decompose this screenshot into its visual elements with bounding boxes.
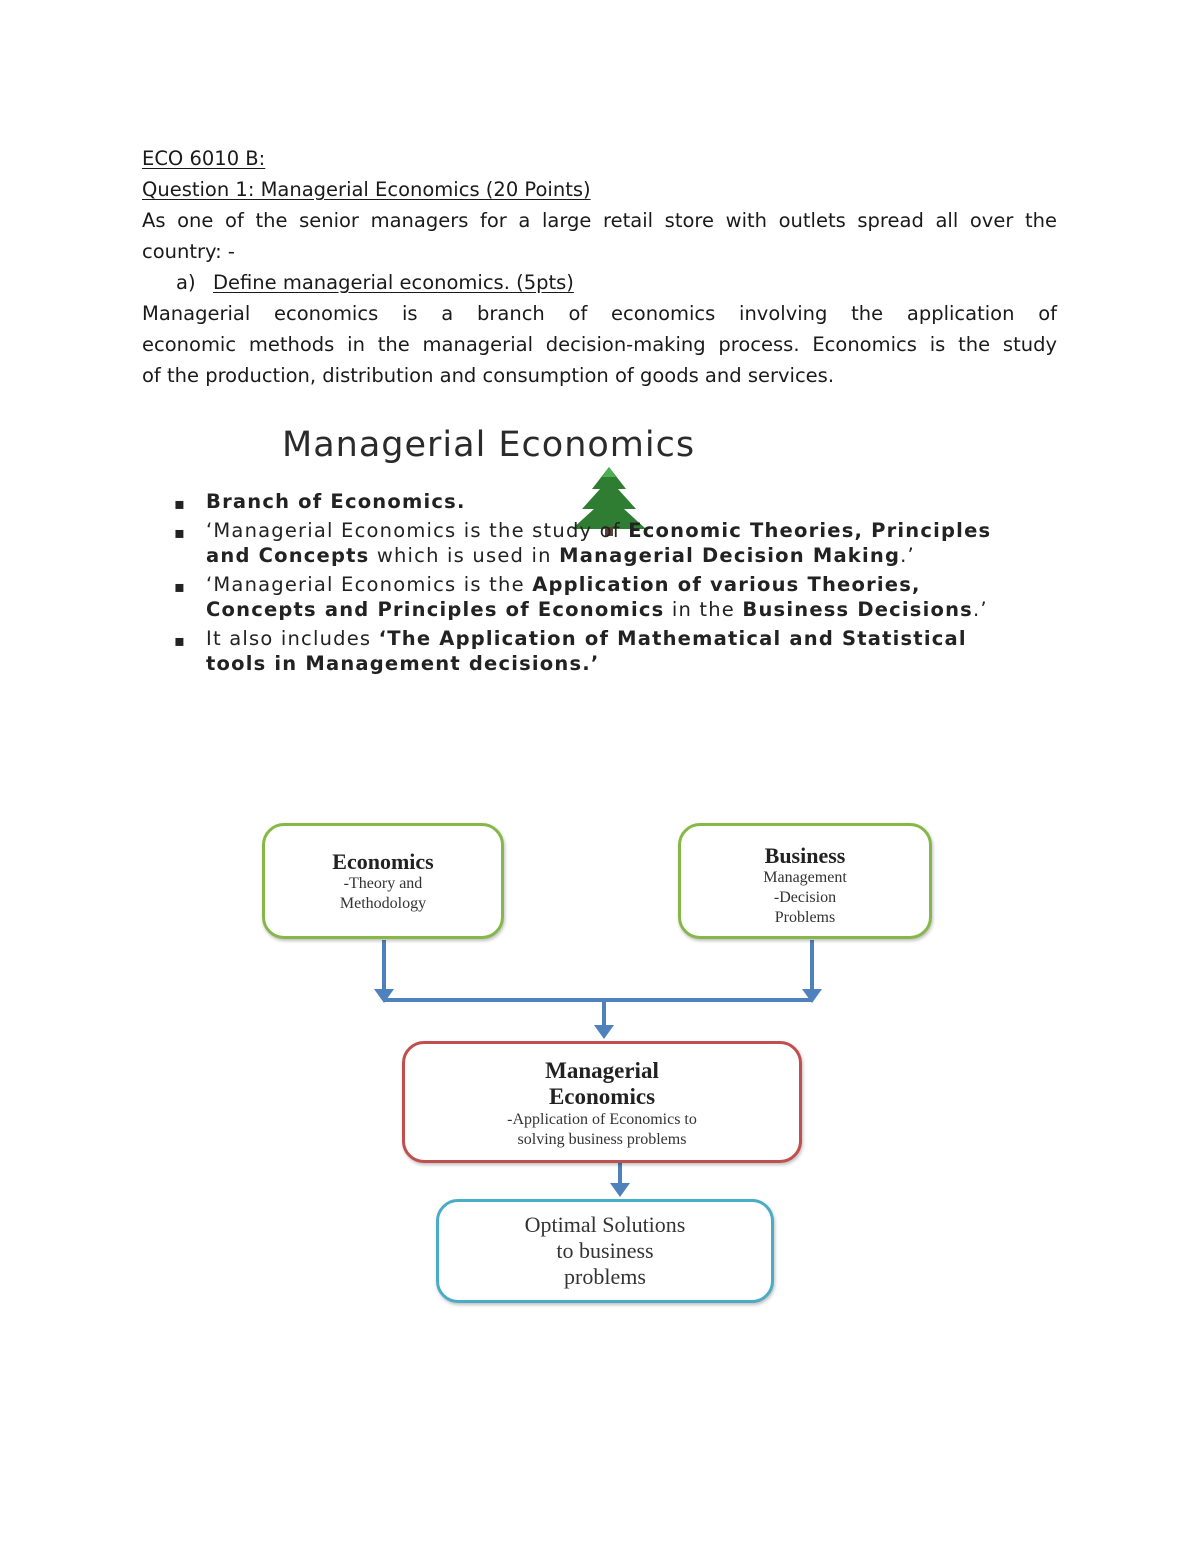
bullet-text: It also includes — [206, 627, 379, 650]
optimal-solutions-box — [436, 1199, 774, 1303]
part-a-label: a) — [176, 271, 196, 294]
bullet-text: which is used in — [369, 544, 560, 567]
economics-subtitle: Methodology — [339, 895, 427, 912]
optimal-text: to business — [556, 1238, 654, 1263]
answer-line-2: economic methods in the managerial decision-making process. Economics is the study — [142, 333, 1057, 356]
business-subtitle: -Decision — [773, 889, 837, 906]
bullet-marker: ▪ — [174, 523, 187, 542]
course-code: ECO 6010 B: — [142, 147, 266, 170]
slide-bullet — [168, 626, 998, 676]
bullet-text: .’ — [900, 544, 915, 567]
slide-bullet — [168, 572, 998, 622]
bullet-bold-text: Business Decisions — [742, 598, 973, 621]
business-title: Business — [764, 843, 846, 868]
slide-bullet — [168, 518, 998, 568]
optimal-text: Optimal Solutions — [524, 1212, 686, 1237]
bullet-text: ‘Managerial Economics is the — [206, 573, 533, 596]
slide-bullet — [168, 489, 998, 514]
bullet-bold-text: Application of various Theories, Concepts and Principles of Economics — [206, 573, 921, 621]
arrow-head — [594, 1025, 614, 1039]
arrow-head — [610, 1183, 630, 1197]
bullet-text: in the — [664, 598, 743, 621]
bullet-text: Branch of Economics. — [206, 490, 466, 513]
managerial-subtitle: solving business problems — [517, 1131, 687, 1148]
intro-line-1: As one of the senior managers for a large retail store with outlets spread all over the — [142, 209, 1057, 232]
managerial-subtitle: -Application of Economics to — [507, 1111, 697, 1128]
bullet-bold-text: Managerial Decision Making — [559, 544, 901, 567]
flow-diagram — [250, 815, 950, 1315]
document-body — [142, 143, 1057, 391]
answer-line-3: of the production, distribution and consumption of goods and services. — [142, 364, 835, 387]
economics-box — [262, 823, 504, 939]
business-subtitle: Problems — [774, 909, 836, 926]
economics-title: Economics — [332, 849, 434, 874]
bullet-text: ‘Managerial Economics is the study of — [206, 519, 629, 542]
managerial-title: Managerial — [545, 1058, 659, 1083]
business-subtitle: Management — [763, 869, 847, 886]
slide-bullets — [168, 489, 998, 680]
managerial-economics-box — [402, 1041, 802, 1163]
part-a-text: Define managerial economics. (5pts) — [213, 271, 574, 294]
intro-line-2: country: - — [142, 240, 235, 263]
bullet-marker: ▪ — [174, 494, 187, 513]
answer-line-1: Managerial economics is a branch of economics involving the application of — [142, 302, 1057, 325]
economics-subtitle: -Theory and — [343, 875, 423, 892]
bullet-marker: ▪ — [174, 631, 187, 650]
bullet-bold-text: Economic Theories, Principles and Concepts — [206, 519, 992, 567]
bullet-bold-text: ‘The Application of Mathematical and Statistical tools in Management decisions.’ — [206, 627, 967, 675]
managerial-economics-slide — [162, 415, 1002, 737]
optimal-text: problems — [564, 1264, 646, 1289]
managerial-title: Economics — [548, 1084, 656, 1109]
bullet-marker: ▪ — [174, 577, 187, 596]
part-a — [142, 267, 1057, 298]
slide-title: Managerial Economics — [282, 425, 696, 465]
business-box — [678, 823, 932, 939]
bullet-text: .’ — [972, 598, 988, 621]
question-title: Question 1: Managerial Economics (20 Points) — [142, 178, 591, 201]
